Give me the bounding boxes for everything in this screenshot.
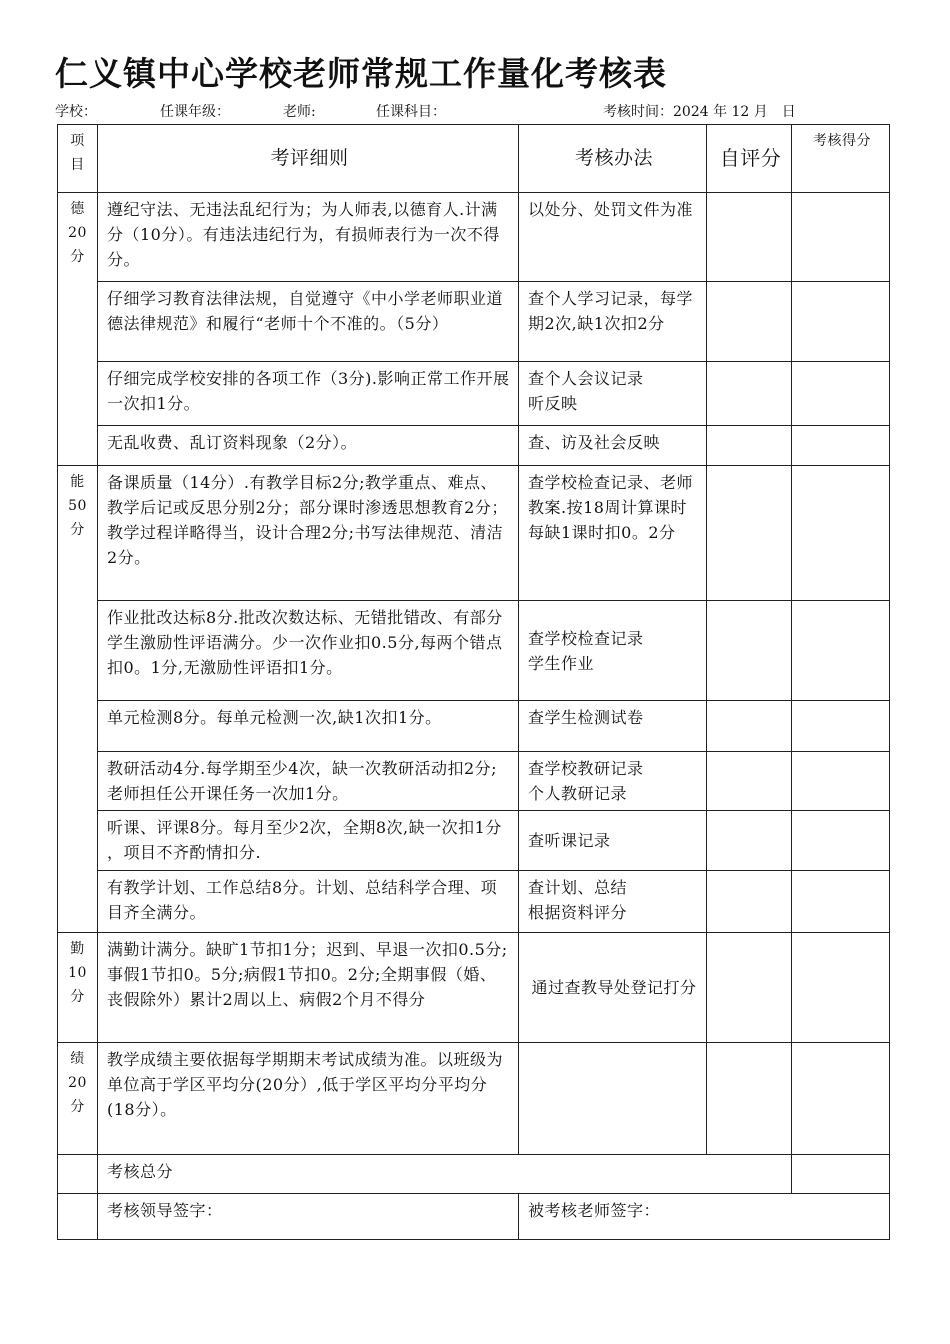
rule-cell: 听课、评课8分。每月至少2次，全期8次,缺一次扣1分 ，项目不齐酌情扣分. — [98, 811, 519, 871]
method-cell: 查听课记录 — [519, 811, 707, 871]
method-cell: 查学校教研记录 个人教研记录 — [519, 752, 707, 811]
method-cell: 查学生检测试卷 — [519, 701, 707, 752]
assessed-score-cell[interactable] — [792, 701, 890, 752]
self-score-cell[interactable] — [707, 933, 792, 1043]
signature-row — [58, 1194, 890, 1240]
rule-cell: 单元检测8分。每单元检测一次,缺1次扣1分。 — [98, 701, 519, 752]
self-score-cell[interactable] — [707, 701, 792, 752]
header-self-score: 自评分 — [707, 125, 792, 193]
leader-signature-field[interactable]: 考核领导签字： — [98, 1194, 519, 1240]
assessed-score-cell[interactable] — [792, 466, 890, 601]
total-row — [58, 1155, 890, 1194]
method-cell: 通过查教导处登记打分 — [519, 933, 707, 1043]
table-row — [58, 933, 890, 1043]
assessment-time: 考核时间：2024 年 12 月 日 — [603, 104, 796, 120]
method-cell — [519, 1043, 707, 1155]
header-rules: 考评细则 — [98, 125, 519, 193]
rule-cell: 作业批改达标8分.批改次数达标、无错批错改、有部分学生激励性评语满分。少一次作业扣0.5分,每两个错点扣0。1分,无激励性评语扣1分。 — [98, 601, 519, 701]
self-score-cell[interactable] — [707, 752, 792, 811]
rule-cell: 满勤计满分。缺旷1节扣1分；迟到、早退一次扣0.5分;事假1节扣0。5分;病假1节扣0。2分;全期事假（婚、丧假除外）累计2周以上、病假2个月不得分 — [98, 933, 519, 1043]
table-row — [58, 811, 890, 871]
table-row — [58, 1043, 890, 1155]
self-score-cell[interactable] — [707, 811, 792, 871]
rule-cell: 教学成绩主要依据每学期期末考试成绩为准。以班级为单位高于学区平均分(20分）,低于学区平均分平均分(18分）。 — [98, 1043, 519, 1155]
table-row — [58, 701, 890, 752]
header-assessed-score: 考核得分 — [792, 125, 890, 193]
total-score-cell[interactable] — [792, 1155, 890, 1194]
grade-label: 任课年级： — [160, 104, 230, 120]
assessed-score-cell[interactable] — [792, 1043, 890, 1155]
self-score-cell[interactable] — [707, 1043, 792, 1155]
rule-cell: 无乱收费、乱订资料现象（2分）。 — [98, 426, 519, 466]
signature-item-cell — [58, 1194, 98, 1240]
method-cell: 查学校检查记录 学生作业 — [519, 601, 707, 701]
method-cell: 查个人学习记录，每学期2次,缺1次扣2分 — [519, 282, 707, 362]
self-score-cell[interactable] — [707, 601, 792, 701]
subject-label: 任课科目： — [376, 104, 446, 120]
method-cell: 以处分、处罚文件为准 — [519, 193, 707, 282]
self-score-cell[interactable] — [707, 282, 792, 362]
section-label-ji: 绩 20 分 — [58, 1043, 98, 1155]
rule-cell: 备课质量（14分）.有教学目标2分;教学重点、难点、教学后记或反思分别2分；部分课时渗透思想教育2分；教学过程详略得当，设计合理2分;书写法律规范、清洁2分。 — [98, 466, 519, 601]
table-row — [58, 752, 890, 811]
teacher-signature-field[interactable]: 被考核老师签字： — [519, 1194, 890, 1240]
table-header-row — [58, 125, 890, 193]
assessed-score-cell[interactable] — [792, 811, 890, 871]
table-row — [58, 466, 890, 601]
header-method: 考核办法 — [519, 125, 707, 193]
rule-cell: 仔细学习教育法律法规，自觉遵守《中小学老师职业道德法律规范》和履行“老师十个不准的。（5分） — [98, 282, 519, 362]
self-score-cell[interactable] — [707, 426, 792, 466]
self-score-cell[interactable] — [707, 193, 792, 282]
self-score-cell[interactable] — [707, 871, 792, 933]
table-row — [58, 871, 890, 933]
assessed-score-cell[interactable] — [792, 933, 890, 1043]
assessed-score-cell[interactable] — [792, 193, 890, 282]
method-cell: 查学校检查记录、老师教案.按18周计算课时每缺1课时扣0。2分 — [519, 466, 707, 601]
section-label-qin: 勤 10 分 — [58, 933, 98, 1043]
self-score-cell[interactable] — [707, 362, 792, 426]
school-label: 学校： — [55, 104, 97, 120]
assessed-score-cell[interactable] — [792, 282, 890, 362]
section-label-de: 德 20 分 — [58, 193, 98, 466]
teacher-label: 老师: — [283, 104, 316, 120]
rule-cell: 仔细完成学校安排的各项工作（3分).影响正常工作开展一次扣1分。 — [98, 362, 519, 426]
header-item: 项 目 — [58, 125, 98, 193]
section-label-neng: 能 50 分 — [58, 466, 98, 933]
assessed-score-cell[interactable] — [792, 601, 890, 701]
rule-cell: 有教学计划、工作总结8分。计划、总结科学合理、项目齐全满分。 — [98, 871, 519, 933]
assessed-score-cell[interactable] — [792, 362, 890, 426]
assessment-table — [57, 124, 890, 1240]
table-row — [58, 282, 890, 362]
table-row — [58, 193, 890, 282]
method-cell: 查、访及社会反映 — [519, 426, 707, 466]
rule-cell: 遵纪守法、无违法乱纪行为；为人师表,以德育人.计满分（10分）。有违法违纪行为，有损师表行为一次不得分。 — [98, 193, 519, 282]
assessed-score-cell[interactable] — [792, 871, 890, 933]
table-row — [58, 426, 890, 466]
assessed-score-cell[interactable] — [792, 752, 890, 811]
table-row — [58, 601, 890, 701]
method-cell: 查个人会议记录 听反映 — [519, 362, 707, 426]
rule-cell: 教研活动4分.每学期至少4次，缺一次教研活动扣2分;老师担任公开课任务一次加1分。 — [98, 752, 519, 811]
method-cell: 查计划、总结 根据资料评分 — [519, 871, 707, 933]
page-title: 仁义镇中心学校老师常规工作量化考核表 — [55, 54, 667, 93]
total-label: 考核总分 — [98, 1155, 792, 1194]
total-item-cell — [58, 1155, 98, 1194]
self-score-cell[interactable] — [707, 466, 792, 601]
table-row — [58, 362, 890, 426]
assessed-score-cell[interactable] — [792, 426, 890, 466]
